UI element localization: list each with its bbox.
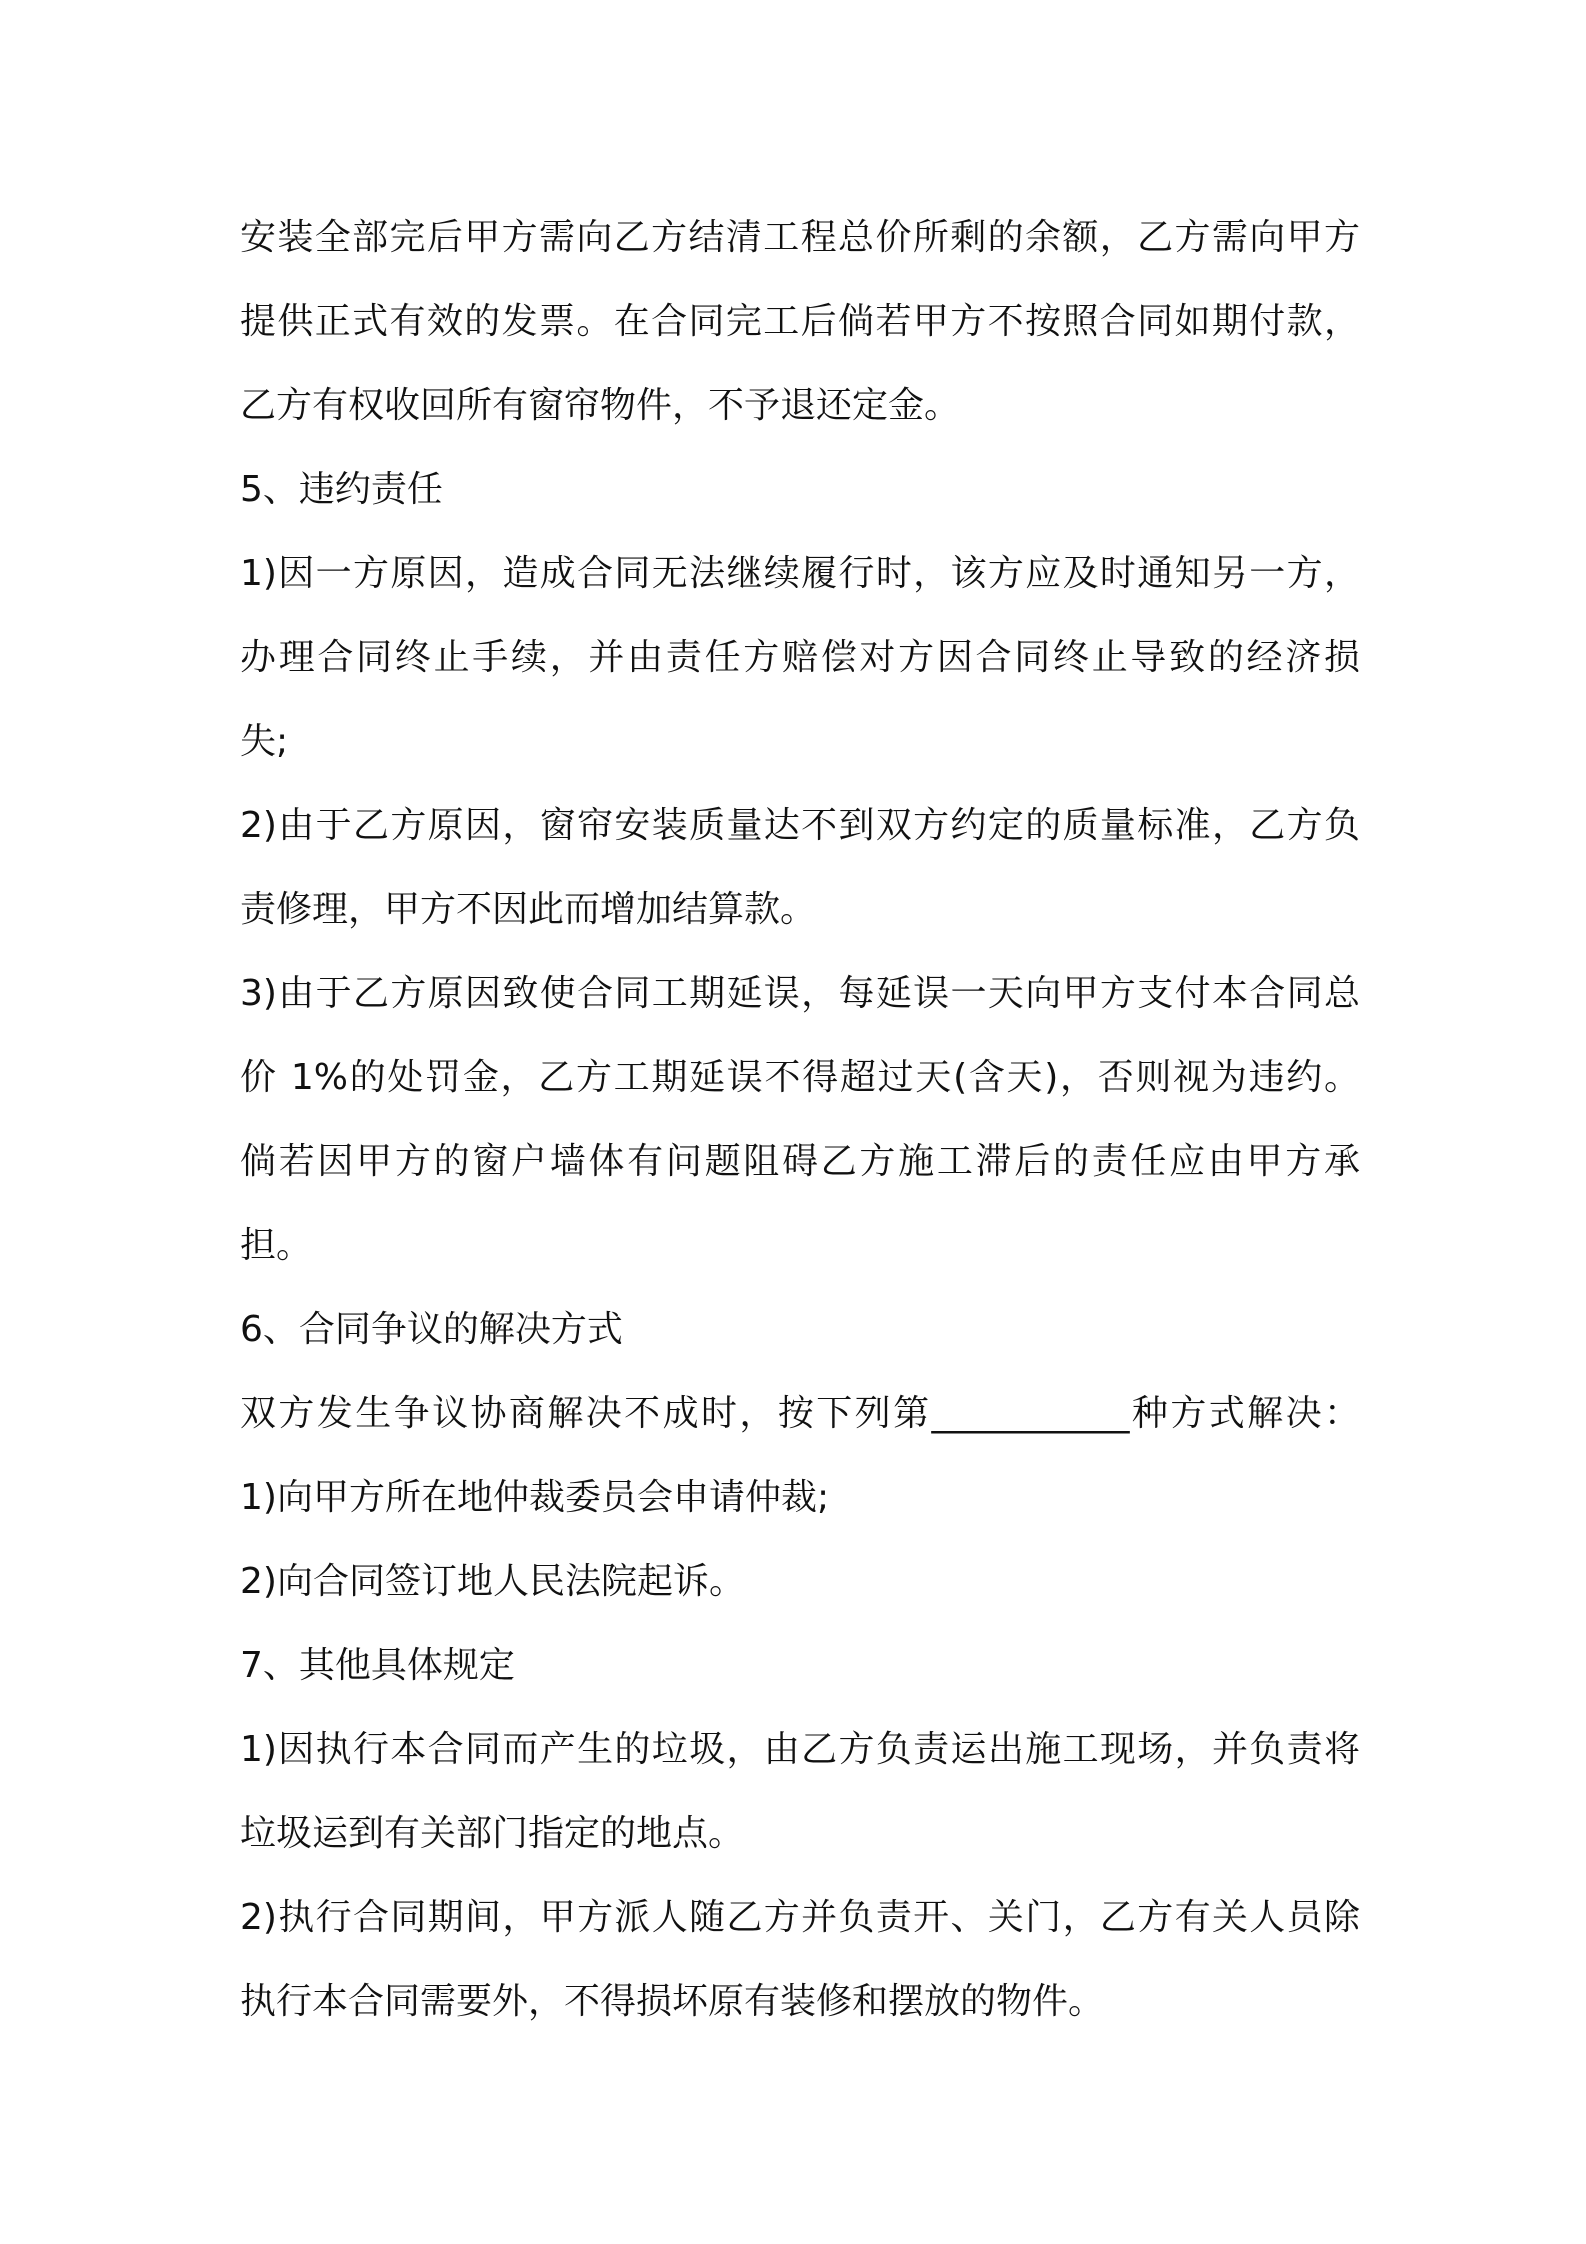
paragraph-line: 1)向甲方所在地仲裁委员会申请仲裁; [240, 1477, 830, 1518]
section-heading-breach-liability: 5、违约责任 [240, 469, 443, 510]
paragraph-line: 倘若因甲方的窗户墙体有问题阻碍乙方施工滞后的责任应由甲方承 [240, 1141, 1360, 1182]
paragraph-line: 担。 [240, 1225, 313, 1266]
paragraph-line: 2)由于乙方原因，窗帘安装质量达不到双方约定的质量标准，乙方负 [240, 805, 1360, 846]
paragraph-line: 2)执行合同期间，甲方派人随乙方并负责开、关门，乙方有关人员除 [240, 1897, 1360, 1938]
paragraph-line: 2)向合同签订地人民法院起诉。 [240, 1561, 745, 1602]
paragraph-line: 价 1%的处罚金，乙方工期延误不得超过天(含天)，否则视为违约。 [240, 1057, 1360, 1098]
section-heading-dispute-resolution: 6、合同争议的解决方式 [240, 1309, 623, 1350]
paragraph-line: 失; [240, 721, 289, 762]
paragraph-line: 责修理，甲方不因此而增加结算款。 [240, 889, 817, 930]
paragraph-line: 垃圾运到有关部门指定的地点。 [240, 1813, 745, 1854]
paragraph-line: 3)由于乙方原因致使合同工期延误，每延误一天向甲方支付本合同总 [240, 973, 1360, 1014]
paragraph-line: 提供正式有效的发票。在合同完工后倘若甲方不按照合同如期付款， [240, 301, 1360, 342]
paragraph-line: 1)因执行本合同而产生的垃圾，由乙方负责运出施工现场，并负责将 [240, 1729, 1360, 1770]
paragraph-line: 办理合同终止手续，并由责任方赔偿对方因合同终止导致的经济损 [240, 637, 1360, 678]
paragraph-line: 执行本合同需要外，不得损坏原有装修和摆放的物件。 [240, 1981, 1105, 2022]
paragraph-line: 双方发生争议协商解决不成时，按下列第___________种方式解决： [240, 1393, 1360, 1434]
section-heading-other-provisions: 7、其他具体规定 [240, 1645, 515, 1686]
document-body [240, 196, 1360, 2044]
paragraph-line: 乙方有权收回所有窗帘物件，不予退还定金。 [240, 385, 961, 426]
paragraph-line: 安装全部完后甲方需向乙方结清工程总价所剩的余额，乙方需向甲方 [240, 217, 1360, 258]
paragraph-line: 1)因一方原因，造成合同无法继续履行时，该方应及时通知另一方， [240, 553, 1360, 594]
